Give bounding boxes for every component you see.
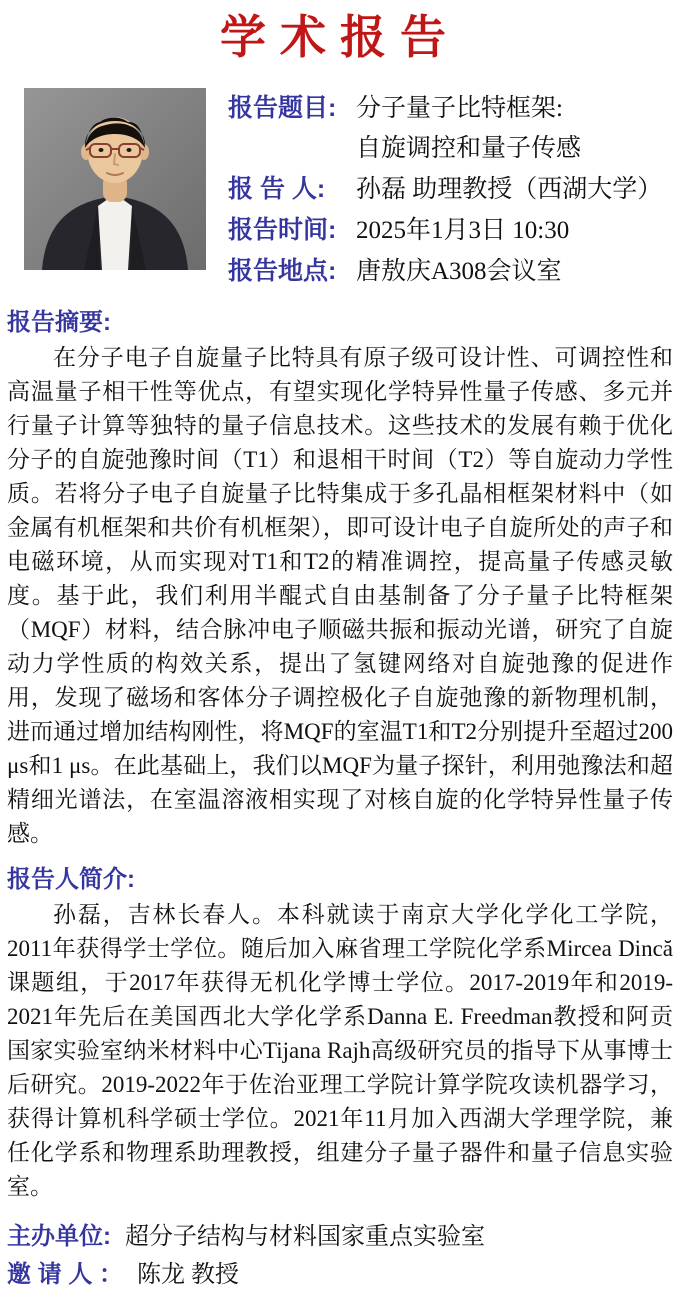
- bio-heading: 报告人简介:: [7, 866, 135, 893]
- time-label: 报告时间:: [228, 216, 337, 244]
- talk-title-row: [228, 88, 673, 129]
- time-row: [228, 210, 673, 251]
- inviter-label: 邀 请 人 ：: [7, 1261, 124, 1288]
- speaker-value: 孙磊 助理教授（西湖大学）: [356, 176, 663, 203]
- abstract-text: 在分子电子自旋量子比特具有原子级可设计性、可调控性和高温量子相干性等优点，有望实现化学特异性量子传感、多元并行量子计算等独特的量子信息技术。这些技术的发展有赖于优化分子的自旋弛豫时间（T1）和退相干时间（T2）等自旋动力学性质。若将分子电子自旋量子比特集成于多孔晶相框架材料中（如金属有机框架和共价有机框架），即可设计电子自旋所处的声子和电磁环境，从而实现对T1和T2的精准调控，提高量子传感灵敏度。基于此，我们利用半醌式自由基制备了分子量子比特框架（MQF）材料，结合脉冲电子顺磁共振和振动光谱，研究了自旋动力学性质的构效关系，提出了氢键网络对自旋弛豫的促进作用，发现了磁场和客体分子调控极化子自旋弛豫的新物理机制，进而通过增加结构刚性，将MQF的室温T1和T2分别提升至超过200 μs和1 μs。在此基础上，我们以MQF为量子探针，利用弛豫法和超精细光谱法，在室温溶液相实现了对核自旋的化学特异性量子传感。: [7, 345, 673, 846]
- time-value: 2025年1月3日 10:30: [356, 217, 570, 244]
- speaker-photo: [24, 88, 206, 270]
- talk-info: [228, 88, 673, 292]
- talk-title-value-line1: 分子量子比特框架:: [356, 95, 563, 122]
- speaker-portrait-image: [24, 88, 206, 270]
- footer-section: [7, 1218, 673, 1294]
- inviter-row: [7, 1256, 673, 1294]
- abstract-section: [7, 308, 673, 851]
- header-section: [7, 88, 673, 292]
- page-title: 学术报告: [220, 12, 460, 63]
- talk-title-value-line2: 自旋调控和量子传感: [356, 135, 582, 162]
- location-value: 唐敖庆A308会议室: [356, 258, 562, 285]
- host-row: [7, 1218, 673, 1256]
- talk-title-label: 报告题目:: [228, 94, 337, 122]
- bio-text: 孙磊，吉林长春人。本科就读于南京大学化学化工学院，2011年获得学士学位。随后加入麻省理工学院化学系Mircea Dincă课题组，于2017年获得无机化学博士学位。2017-2019年和2019-2021年先后在美国西北大学化学系Danna E. Freedman教授和阿贡国家实验室纳米材料中心Tijana Rajh高级研究员的指导下从事博士后研究。2019-2022年于佐治亚理工学院计算学院攻读机器学习，获得计算机科学硕士学位。2021年11月加入西湖大学理学院，兼任化学系和物理系助理教授，组建分子量子器件和量子信息实验室。: [7, 902, 673, 1199]
- announcement-page: [0, 10, 680, 1288]
- abstract-heading: 报告摘要:: [7, 309, 111, 336]
- speaker-label: 报 告 人:: [228, 175, 326, 203]
- location-row: [228, 251, 673, 292]
- location-label: 报告地点:: [228, 257, 337, 285]
- inviter-value: 陈龙 教授: [137, 1262, 240, 1288]
- speaker-row: [228, 169, 673, 210]
- host-value: 超分子结构与材料国家重点实验室: [125, 1224, 485, 1250]
- bio-section: [7, 865, 673, 1204]
- talk-title-continuation-row: [228, 129, 673, 169]
- host-label: 主办单位:: [7, 1223, 111, 1250]
